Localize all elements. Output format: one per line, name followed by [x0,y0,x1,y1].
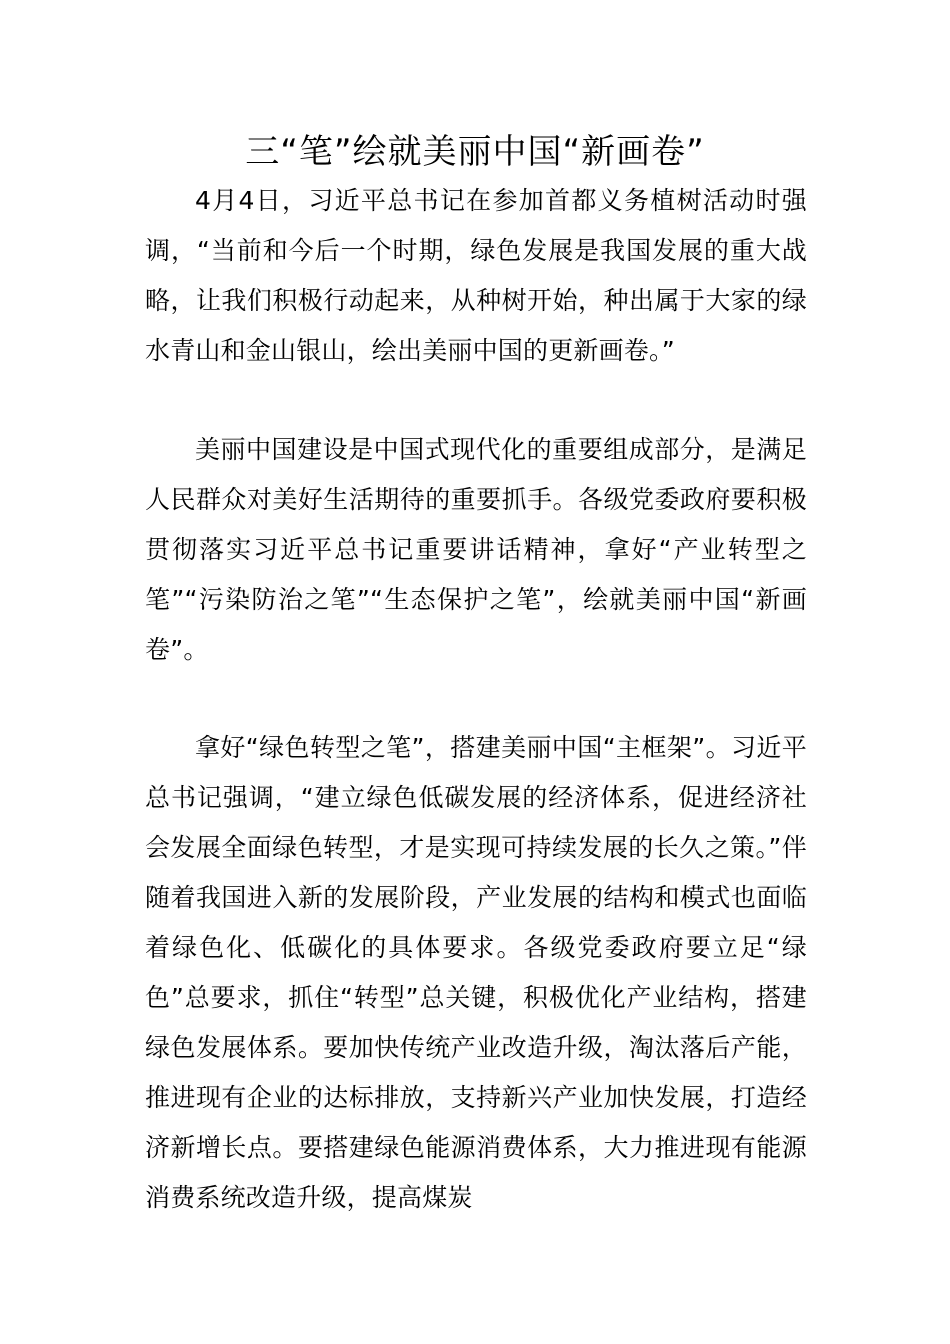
document-title: 三“笔”绘就美丽中国“新画卷” [245,132,705,172]
paragraph-3: 拿好“绿色转型之笔”，搭建美丽中国“主框架”。习近平总书记强调，“建立绿色低碳发展的经济体系，促进经济社会发展全面绿色转型，才是实现可持续发展的长久之策。”伴随着我国进入新的发展阶段，产业发展的结构和模式也面临着绿色化、低碳化的具体要求。各级党委政府要立足“绿色”总要求，抓住“转型”总关键，积极优化产业结构，搭建绿色发展体系。要加快传统产业改造升级，淘汰落后产能，推进现有企业的达标排放，支持新兴产业加快发展，打造经济新增长点。要搭建绿色能源消费体系，大力推进现有能源消费系统改造升级，提高煤炭 [145,733,807,1212]
paragraph-2: 美丽中国建设是中国式现代化的重要组成部分，是满足人民群众对美好生活期待的重要抓手。各级党委政府要积极贯彻落实习近平总书记重要讲话精神，拿好“产业转型之笔”“污染防治之笔”“生态保护之笔”，绘就美丽中国“新画卷”。 [145,435,807,664]
paragraph-1: 4月4日，习近平总书记在参加首都义务植树活动时强调，“当前和今后一个时期，绿色发展是我国发展的重大战略，让我们积极行动起来，从种树开始，种出属于大家的绿水青山和金山银山，绘出美丽中国的更新画卷。” [145,186,807,365]
